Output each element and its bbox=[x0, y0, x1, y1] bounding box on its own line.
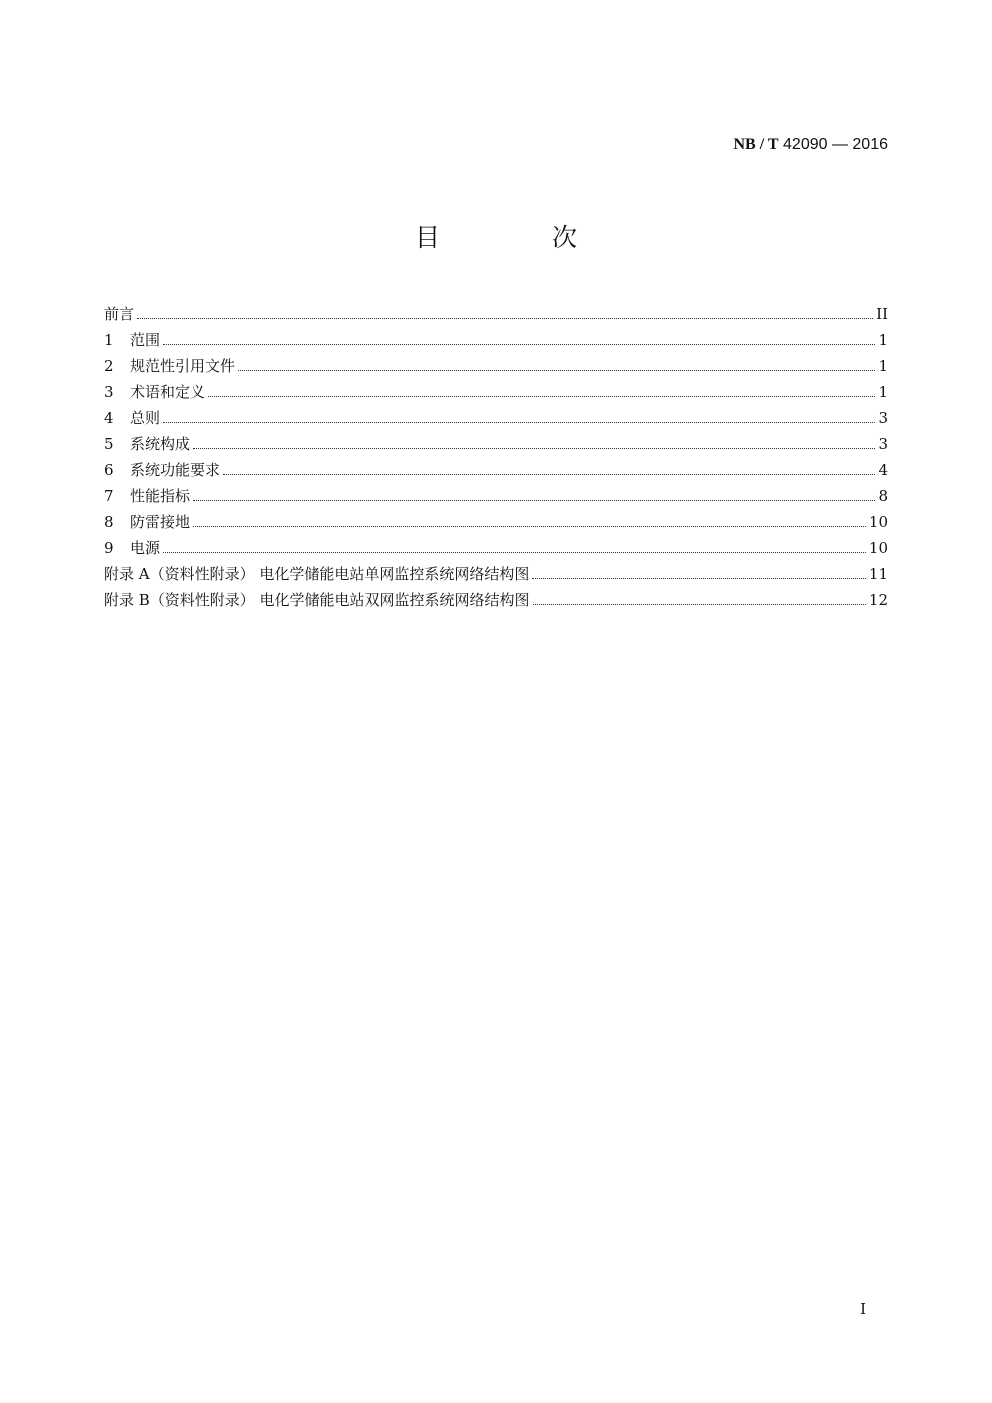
toc-entry-page: 12 bbox=[868, 591, 888, 609]
toc-entry-page: 10 bbox=[868, 539, 888, 557]
standard-year: 42090 — 2016 bbox=[783, 136, 888, 153]
toc-entry[interactable] bbox=[104, 480, 888, 506]
toc-entry-number: 9 bbox=[104, 539, 114, 557]
toc-entry[interactable] bbox=[104, 584, 888, 610]
toc-entry[interactable] bbox=[104, 454, 888, 480]
standard-number bbox=[734, 136, 889, 154]
toc-leader-dots bbox=[208, 396, 875, 397]
toc-entry-page: 11 bbox=[868, 565, 888, 583]
toc-entry-page: II bbox=[876, 305, 888, 323]
toc-entry[interactable] bbox=[104, 506, 888, 532]
toc-entry-number: 1 bbox=[104, 331, 114, 349]
toc-entry-number: 2 bbox=[104, 357, 114, 375]
toc-entry-label: 系统构成 bbox=[130, 435, 191, 453]
toc-entry-page: 8 bbox=[878, 487, 888, 505]
toc-entry-page: 1 bbox=[878, 383, 888, 401]
toc-entry-label: 总则 bbox=[130, 409, 161, 427]
toc-leader-dots bbox=[223, 474, 875, 475]
toc-entry-number: 5 bbox=[104, 435, 114, 453]
toc-entry[interactable] bbox=[104, 558, 888, 584]
toc-entry-label: 附录 A（资料性附录） 电化学储能电站单网监控系统网络结构图 bbox=[104, 565, 530, 583]
toc-entry-number: 4 bbox=[104, 409, 114, 427]
standard-code: NB / T bbox=[733, 136, 779, 153]
toc-entry-label: 性能指标 bbox=[130, 487, 191, 505]
toc-entry-page: 10 bbox=[868, 513, 888, 531]
toc-entry-page: 4 bbox=[878, 461, 888, 479]
toc-entry-page: 1 bbox=[878, 357, 888, 375]
toc-entry[interactable] bbox=[104, 376, 888, 402]
table-of-contents bbox=[104, 298, 888, 610]
toc-leader-dots bbox=[193, 500, 875, 501]
toc-entry-number: 8 bbox=[104, 513, 114, 531]
toc-leader-dots bbox=[163, 344, 875, 345]
toc-leader-dots bbox=[238, 370, 875, 371]
toc-entry-label: 术语和定义 bbox=[130, 383, 206, 401]
toc-leader-dots bbox=[193, 526, 866, 527]
toc-entry[interactable] bbox=[104, 428, 888, 454]
toc-entry-label: 前言 bbox=[104, 305, 135, 323]
toc-entry-label: 防雷接地 bbox=[130, 513, 191, 531]
page-number: I bbox=[860, 1300, 866, 1318]
toc-entry[interactable] bbox=[104, 532, 888, 558]
toc-entry-page: 3 bbox=[878, 409, 888, 427]
toc-leader-dots bbox=[193, 448, 875, 449]
toc-entry-number: 6 bbox=[104, 461, 114, 479]
toc-leader-dots bbox=[533, 604, 866, 605]
toc-entry-number: 3 bbox=[104, 383, 114, 401]
toc-entry-page: 3 bbox=[878, 435, 888, 453]
toc-leader-dots bbox=[137, 318, 873, 319]
toc-entry-label: 系统功能要求 bbox=[130, 461, 221, 479]
toc-entry-label: 附录 B（资料性附录） 电化学储能电站双网监控系统网络结构图 bbox=[104, 591, 530, 609]
toc-entry[interactable] bbox=[104, 298, 888, 324]
toc-entry-page: 1 bbox=[878, 331, 888, 349]
toc-leader-dots bbox=[163, 552, 866, 553]
toc-entry-label: 规范性引用文件 bbox=[130, 357, 236, 375]
toc-entry-label: 范围 bbox=[130, 331, 161, 349]
toc-leader-dots bbox=[163, 422, 875, 423]
toc-entry[interactable] bbox=[104, 324, 888, 350]
toc-entry[interactable] bbox=[104, 402, 888, 428]
toc-leader-dots bbox=[532, 578, 866, 579]
toc-entry-label: 电源 bbox=[130, 539, 161, 557]
toc-entry[interactable] bbox=[104, 350, 888, 376]
toc-title: 目 次 bbox=[415, 223, 629, 252]
toc-entry-number: 7 bbox=[104, 487, 114, 505]
